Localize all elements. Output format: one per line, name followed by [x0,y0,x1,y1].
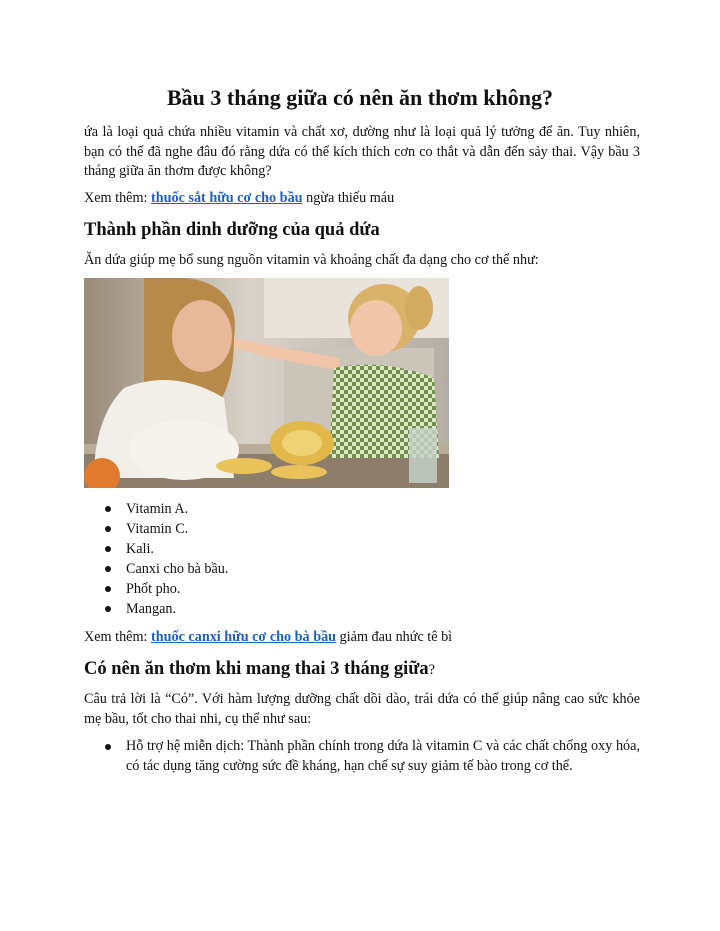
list-item: Mangan. [84,599,228,619]
list-item: Canxi cho bà bầu. [84,559,228,579]
see-more-prefix: Xem thêm: [84,629,151,645]
page-title: Bầu 3 tháng giữa có nên ăn thơm không? [166,85,554,110]
list-item: Phốt pho. [84,579,228,599]
intro-paragraph: ứa là loại quả chứa nhiều vitamin và chất xơ, dường như là loại quả lý tưởng để ăn. Tuy nhiên, bạn có thể đã nghe đâu đó rằng dứa có thể kích thích cơn co thắt và dẫn đến sảy thai. Vậy bầu 3 tháng giữa ăn thơm được không? [84,124,640,179]
section-heading-nutrition: Thành phần dinh dưỡng của quả dứa [84,220,380,240]
list-item: Vitamin C. [84,519,228,539]
calcium-supplement-link[interactable]: thuốc canxi hữu cơ cho bà bầu [150,629,337,645]
benefit-list [84,737,640,776]
see-more-suffix: ngừa thiếu máu [302,190,395,206]
mother-daughter-pineapple-photo [84,278,449,488]
see-more-suffix: giảm đau nhức tê bì [336,629,453,645]
heading-question-mark: ? [428,662,436,678]
nutrient-list [84,499,228,619]
list-item: Vitamin A. [84,499,228,519]
see-more-line-2 [84,628,640,648]
iron-supplement-link[interactable]: thuốc sắt hữu cơ cho bầu [150,190,303,206]
see-more-line-1 [84,189,640,209]
list-item: Hỗ trợ hệ miễn dịch: Thành phần chính trong dứa là vitamin C và các chất chống oxy hóa, có tác dụng tăng cường sức đề kháng, hạn chế sự suy giảm tế bào trong cơ thể. [84,737,640,776]
section-heading-second-trimester [84,657,435,682]
photo-illustration [84,278,449,488]
see-more-prefix: Xem thêm: [84,190,151,206]
section-lead-nutrition: Ăn dứa giúp mẹ bổ sung nguồn vitamin và khoáng chất đa dạng cho cơ thể như: [84,252,539,268]
list-item: Kali. [84,539,228,559]
section-lead-answer: Câu trả lời là “Có”. Với hàm lượng dưỡng chất dồi dào, trái dứa có thể giúp nâng cao sức khỏe mẹ bầu, tốt cho thai nhi, cụ thể như sau: [84,691,640,727]
heading-text: Có nên ăn thơm khi mang thai 3 tháng giữa [84,659,429,679]
